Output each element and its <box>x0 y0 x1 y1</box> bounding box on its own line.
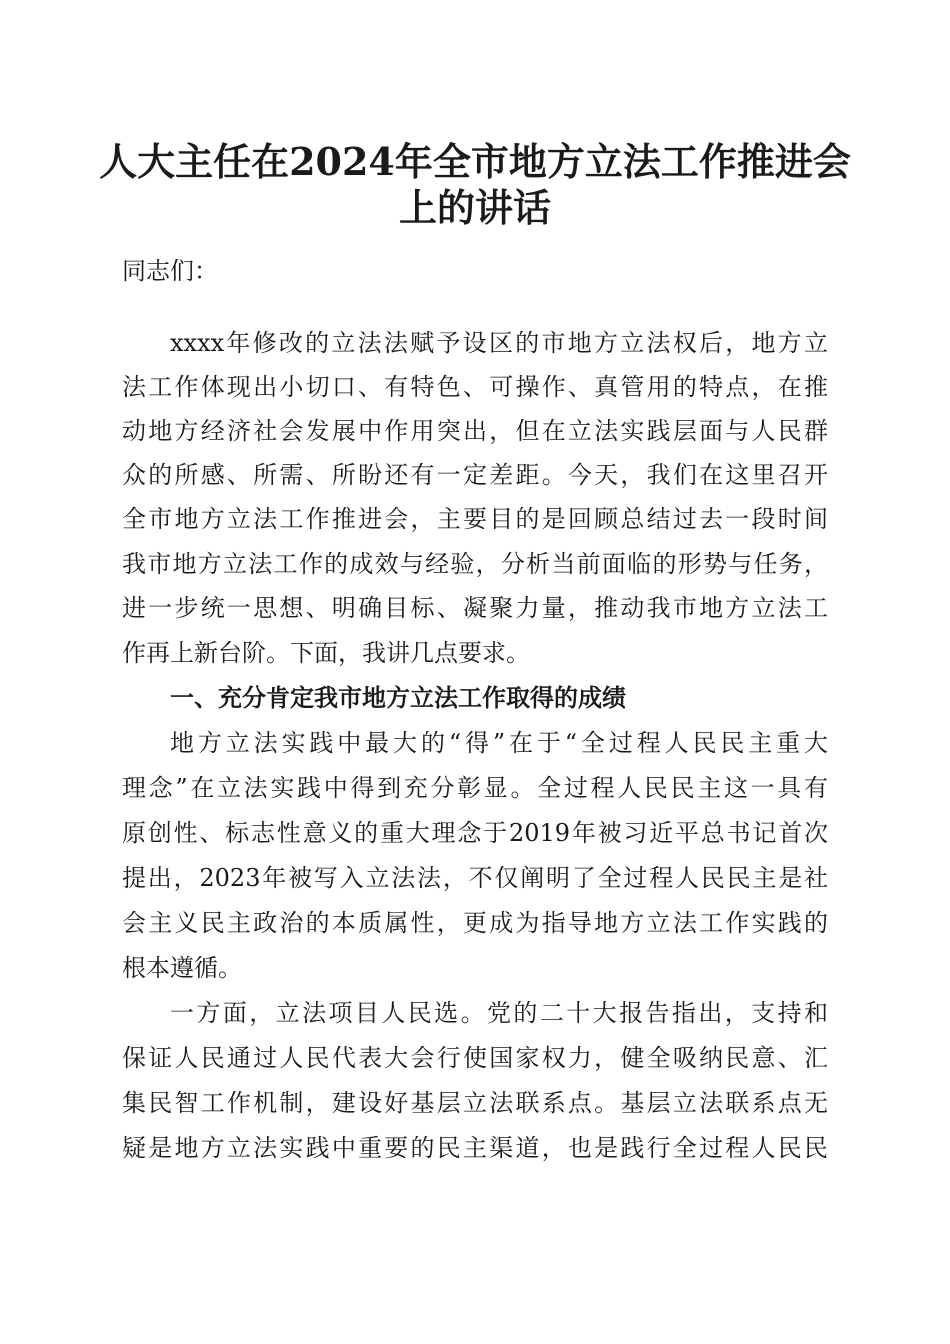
document-title-line-1: 人大主任在2024年全市地方立法工作推进会 <box>99 139 851 184</box>
paragraph-1-line: xxxx年修改的立法法赋予设区的市地方立法权后，地方立 <box>170 329 828 357</box>
paragraph-1-line: 动地方经济社会发展中作用突出，但在立法实践层面与人民群 <box>122 417 828 445</box>
salutation: 同志们： <box>122 257 218 285</box>
paragraph-2-line: 原创性、标志性意义的重大理念于2019年被习近平总书记首次 <box>122 819 828 847</box>
paragraph-2-line: 地方立法实践中最大的“得”在于“全过程人民民主重大 <box>170 729 828 757</box>
paragraph-3-line: 保证人民通过人民代表大会行使国家权力，健全吸纳民意、汇 <box>122 1044 828 1072</box>
paragraph-2-line: 理念”在立法实践中得到充分彰显。全过程人民民主这一具有 <box>122 774 828 802</box>
paragraph-1-line: 我市地方立法工作的成效与经验，分析当前面临的形势与任务， <box>122 550 828 578</box>
document-title-line-2: 上的讲话 <box>398 185 551 230</box>
paragraph-3-line: 一方面，立法项目人民选。党的二十大报告指出，支持和 <box>170 999 828 1027</box>
paragraph-2-line: 会主义民主政治的本质属性，更成为指导地方立法工作实践的 <box>122 909 828 937</box>
paragraph-1-line: 进一步统一思想、明确目标、凝聚力量，推动我市地方立法工 <box>122 594 828 622</box>
paragraph-1-line: 法工作体现出小切口、有特色、可操作、真管用的特点，在推 <box>122 373 828 401</box>
paragraph-1-line: 众的所感、所需、所盼还有一定差距。今天，我们在这里召开 <box>122 461 828 489</box>
paragraph-1-line: 作再上新台阶。下面，我讲几点要求。 <box>122 639 530 667</box>
paragraph-1-line: 全市地方立法工作推进会，主要目的是回顾总结过去一段时间 <box>122 505 828 533</box>
paragraph-3-line: 疑是地方立法实践中重要的民主渠道，也是践行全过程人民民 <box>122 1134 828 1162</box>
section-heading-1: 一、充分肯定我市地方立法工作取得的成绩 <box>170 684 626 712</box>
paragraph-2-line: 提出，2023年被写入立法法，不仅阐明了全过程人民民主是社 <box>122 864 828 892</box>
paragraph-2-line: 根本遵循。 <box>122 954 242 982</box>
paragraph-3-line: 集民智工作机制，建设好基层立法联系点。基层立法联系点无 <box>122 1089 828 1117</box>
